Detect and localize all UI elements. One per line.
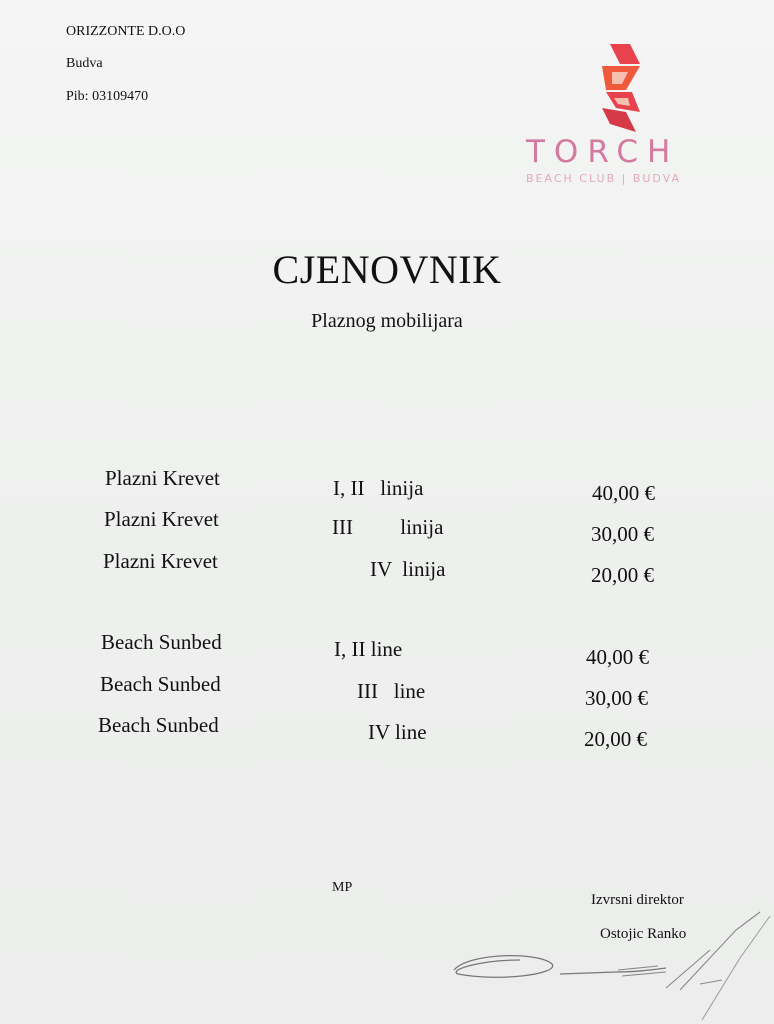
- logo-wordmark: TORCH: [526, 134, 680, 170]
- row-6-line: IV line: [368, 720, 427, 744]
- row-5-item: Beach Sunbed: [100, 672, 221, 696]
- signatory-role: Izvrsni direktor: [591, 892, 684, 908]
- logo-tagline: BEACH CLUB | BUDVA: [526, 172, 682, 185]
- company-city: Budva: [66, 56, 103, 71]
- stamp-label: MP: [332, 880, 353, 895]
- row-3-line: IV linija: [370, 557, 446, 581]
- row-2-price: 30,00 €: [591, 522, 654, 546]
- row-1-price: 40,00 €: [592, 481, 655, 505]
- row-1-line: I, II linija: [333, 476, 424, 500]
- row-1-item: Plazni Krevet: [105, 466, 220, 490]
- page-title: CJENOVNIK: [272, 247, 502, 292]
- row-5-line: III line: [357, 679, 426, 703]
- row-2-item: Plazni Krevet: [104, 507, 219, 531]
- signatory-name: Ostojic Ranko: [600, 926, 687, 942]
- flame-icon: [596, 42, 646, 134]
- row-4-price: 40,00 €: [586, 645, 649, 669]
- row-4-line: I, II line: [334, 637, 403, 661]
- row-6-item: Beach Sunbed: [98, 713, 219, 737]
- torch-logo: [522, 42, 732, 192]
- company-name: ORIZZONTE D.O.O: [66, 24, 186, 39]
- row-3-price: 20,00 €: [591, 563, 654, 587]
- row-6-price: 20,00 €: [584, 727, 647, 751]
- page-subtitle: Plaznog mobilijara: [311, 310, 463, 332]
- row-5-price: 30,00 €: [585, 686, 648, 710]
- row-2-line: III linija: [332, 515, 444, 539]
- row-4-item: Beach Sunbed: [101, 630, 222, 654]
- company-pib: Pib: 03109470: [66, 89, 149, 104]
- row-3-item: Plazni Krevet: [103, 549, 218, 573]
- handwritten-signature: [440, 900, 774, 1024]
